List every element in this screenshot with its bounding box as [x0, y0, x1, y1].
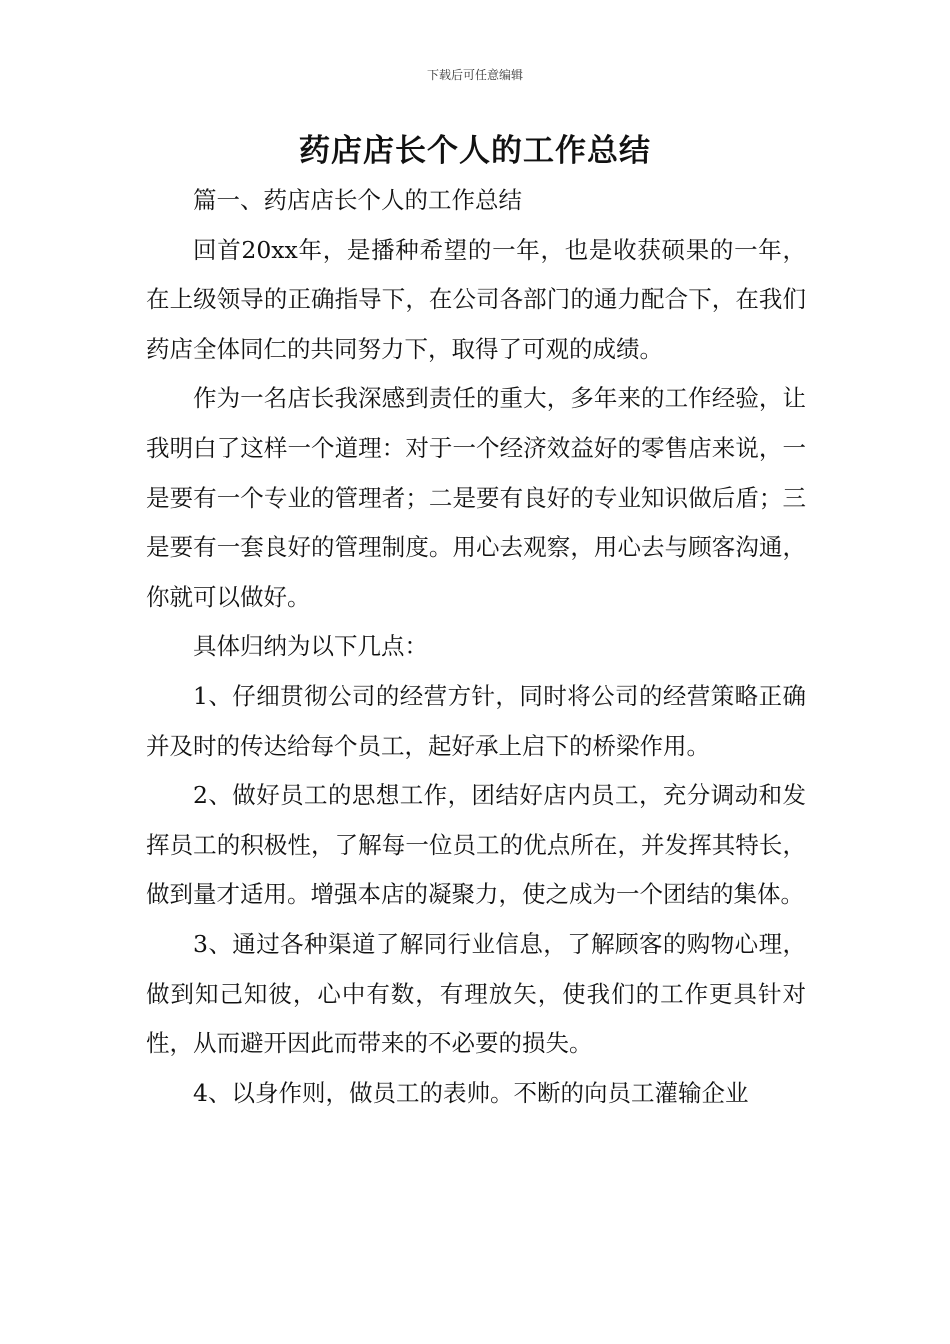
list-item: 2、做好员工的思想工作，团结好店内员工，充分调动和发挥员工的积极性，了解每一位员工的优点所在，并发挥其特长，做到量才适用。增强本店的凝聚力，使之成为一个团结的集体。: [146, 781, 806, 909]
section-heading: 篇一、药店店长个人的工作总结: [193, 186, 522, 214]
paragraph: 回首20xx年，是播种希望的一年，也是收获硕果的一年，在上级领导的正确指导下，在公司各部门的通力配合下，在我们药店全体同仁的共同努力下，取得了可观的成绩。: [146, 235, 806, 363]
paragraph: 作为一名店长我深感到责任的重大，多年来的工作经验，让我明白了这样一个道理：对于一个经济效益好的零售店来说，一是要有一个专业的管理者；二是要有良好的专业知识做后盾；三是要有一套良好的管理制度。用心去观察，用心去与顾客沟通，你就可以做好。: [146, 384, 806, 611]
list-item: 4、以身作则，做员工的表帅。不断的向员工灌输企业: [193, 1078, 749, 1107]
paragraph: 具体归纳为以下几点：: [193, 632, 428, 661]
document-body: [146, 176, 806, 1118]
header-note: 下载后可任意编辑: [426, 68, 523, 82]
list-item: 3、通过各种渠道了解同行业信息，了解顾客的购物心理，做到知己知彼，心中有数，有理放矢，使我们的工作更具针对性，从而避开因此而带来的不必要的损失。: [146, 929, 806, 1058]
document-title: 药店店长个人的工作总结: [299, 133, 651, 169]
list-item: 1、仔细贯彻公司的经营方针，同时将公司的经营策略正确并及时的传达给每个员工，起好承上启下的桥梁作用。: [146, 681, 806, 760]
